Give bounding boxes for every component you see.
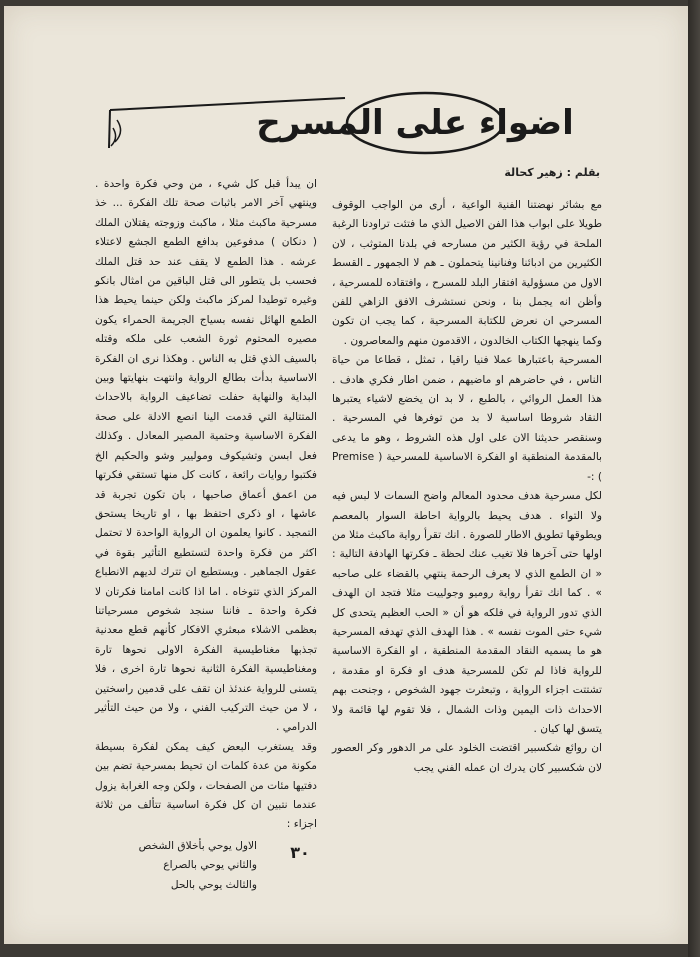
paragraph: المسرحية باعتبارها عملا فنيا راقيا ، تمثل ، قطاعا من حياة الناس ، في حاضرهم او ماضيهم ، ضمن اطار فكري هادف . هذا العمل الروائي ، بالطبع ، لا بد ان يخضع لاشياء يعتبرها النقاد شروطا اساسية لا بد من توفرها في المسرحية . وسنقصر حديثنا الان على اول هذه الشروط ، وهو ما يدعى بالمقدمة المنطقية او الفكرة الاساسية للمسرحية ( Premise ) :- <box>332 354 602 483</box>
byline: بقلم : زهير كحالة <box>504 166 600 179</box>
page-number: ٣٠ <box>290 843 310 862</box>
title-banner <box>105 88 574 158</box>
list-item: والثاني يوحي بالصراع <box>163 859 257 872</box>
book-edge <box>688 0 700 957</box>
paragraph: مع بشائر نهضتنا الفنية الواعية ، أرى من الواجب الوقوف طويلا على ابواب هذا الفن الاصيل الذي ما فتئت تراودنا الرغبة الملحة في رؤية الكثير من مسارحه في بلدنا المتوثب ، لان الكثيرين من ادبائنا وفنانينا يتحملون ـ هم لا الجمهور ـ القسط الاول من مسؤولية افتقار البلد للمسرح ، وافتقاده للمسرحية ، وأظن انه يجمل بنا ، ونحن نستشرف الافق الزاهي للفن المسرحي ان نعرض للكتابة المسرحية ، كما يجب ان تكون وكما ينهجها الكتاب الخالدون ، الاقدمون منهم والمعاصرون . <box>332 199 602 347</box>
paragraph: وقد يستغرب البعض كيف يمكن لفكرة بسيطة مكونة من عدة كلمات ان تحيط بمسرحية تضم بين دفتيها مئات من الصفحات ، ولكن وجه الغرابة يزول عندما نتبين ان كل فكرة اساسية تتألف من ثلاثة اجزاء : <box>95 740 317 831</box>
paragraph: ان يبدأ قبل كل شيء ، من وحي فكرة واحدة . وينتهي آخر الامر باثبات صحة تلك الفكرة ... خذ مسرحية ماكبث مثلا ، ماكبث وزوجته يقتلان الملك ( دنكان ) مدفوعين بدافع الطمع الجشع لاعتلاء عرشه . هذا الطمع لا يقف عند حد قتل الملك فحسب بل يتطور الى قتل الباقين من امثال بانكو وغيره توطيدا لمركز ماكبث ولكن حينما يحيط هذا الطمع الهائل نفسه بسياج الجريمة الحمراء يكون مصيره المحتوم ثورة الشعب على ملكه وقتله بالسيف الذي قتل به الناس . وهكذا نرى ان الفكرة الاساسية بدأت بطالع الرواية وانتهت بنهايتها وبين البداية والنهاية حفلت تضاعيف الرواية بالاحداث المتتالية التي قدمت الينا انصع الادلة على صحة الفكرة الاساسية وحتمية المصير المعادل . وكذلك فعل ابسن وتشيكوف وموليير وشو والحكيم الخ فكتبوا روايات رائعة ، كانت كل منها تستقي فكرتها من اعمق أعماق صاحبها ، بان تكون تجربة قد عاشها ، او ذكرى احتفظ بها ، او تاريخا يستحق التمجيد . كانوا يعلمون ان الرواية الواحدة لا تحتمل اكثر من فكرة واحدة لتستطيع التأثير بقوة في عقول الجماهير . ويستطيع ان تترك لديهم الانطباع المركز الذي تتوخاه . اما اذا كانت امامنا فكرتان لا فكرة واحدة ـ فاننا سنجد شخوص مسرحياتنا بعظمى الاشلاء مبعثري الافكار كأنهم قطع معدنية تجذبها مغناطيسية الفكرة الاولى نحوها تارة ومغناطيسية الفكرة الثانية نحوها تارة اخرى ، فلا يتسنى للرواية عندئذ ان تقف على قدمين راسختين ، لا من حيث التركيب الفني ، ولا من حيث التأثير الدرامي . <box>95 178 317 734</box>
paragraph: ان روائع شكسبير اقتضت الخلود على مر الدهور وكر العصور لان شكسبير كان يدرك ان عمله الفني يجب <box>332 742 602 774</box>
article-title: اضواء على المسرح <box>256 103 574 143</box>
paragraph: لكل مسرحية هدف محدود المعالم واضح السمات لا لبس فيه ولا التواء . هدف يحيط بالرواية احاطة السوار بالمعصم ويطوقها تطويق الاطار للصورة . انك تقرأ رواية ماكبث مثلا من اولها حتى آخرها فلا تغيب عنك لحظة ـ فكرتها الهادفة التالية : « ان الطمع الذي لا يعرف الرحمة ينتهي بالقضاء على صاحبه » . كما انك تقرأ رواية روميو وجولييت مثلا فتجد ان الهدف الذي تدور الرواية في فلكه هو أن « الحب العظيم يتحدى كل شيء حتى الموت نفسه » . هذا الهدف الذي تهدفه المسرحية هو ما يسميه النقاد المقدمة المنطقية ، او الفكرة الاساسية للرواية فاذا لم تكن للمسرحية هدف او فكرة او مقدمة ، تشتتت اجزاء الرواية ، وتبعثرت جهود الشخوص ، وجنحت بهم الاحداث ذات اليمين وذات الشمال ، فلا تقوم لها قائمة ولا يتسق لها كيان . <box>332 490 602 735</box>
right-column <box>332 196 602 876</box>
list-item: الاول يوحي بأخلاق الشخص <box>138 839 257 852</box>
left-column <box>95 175 317 891</box>
list-item: والثالث يوحي بالحل <box>170 878 257 891</box>
